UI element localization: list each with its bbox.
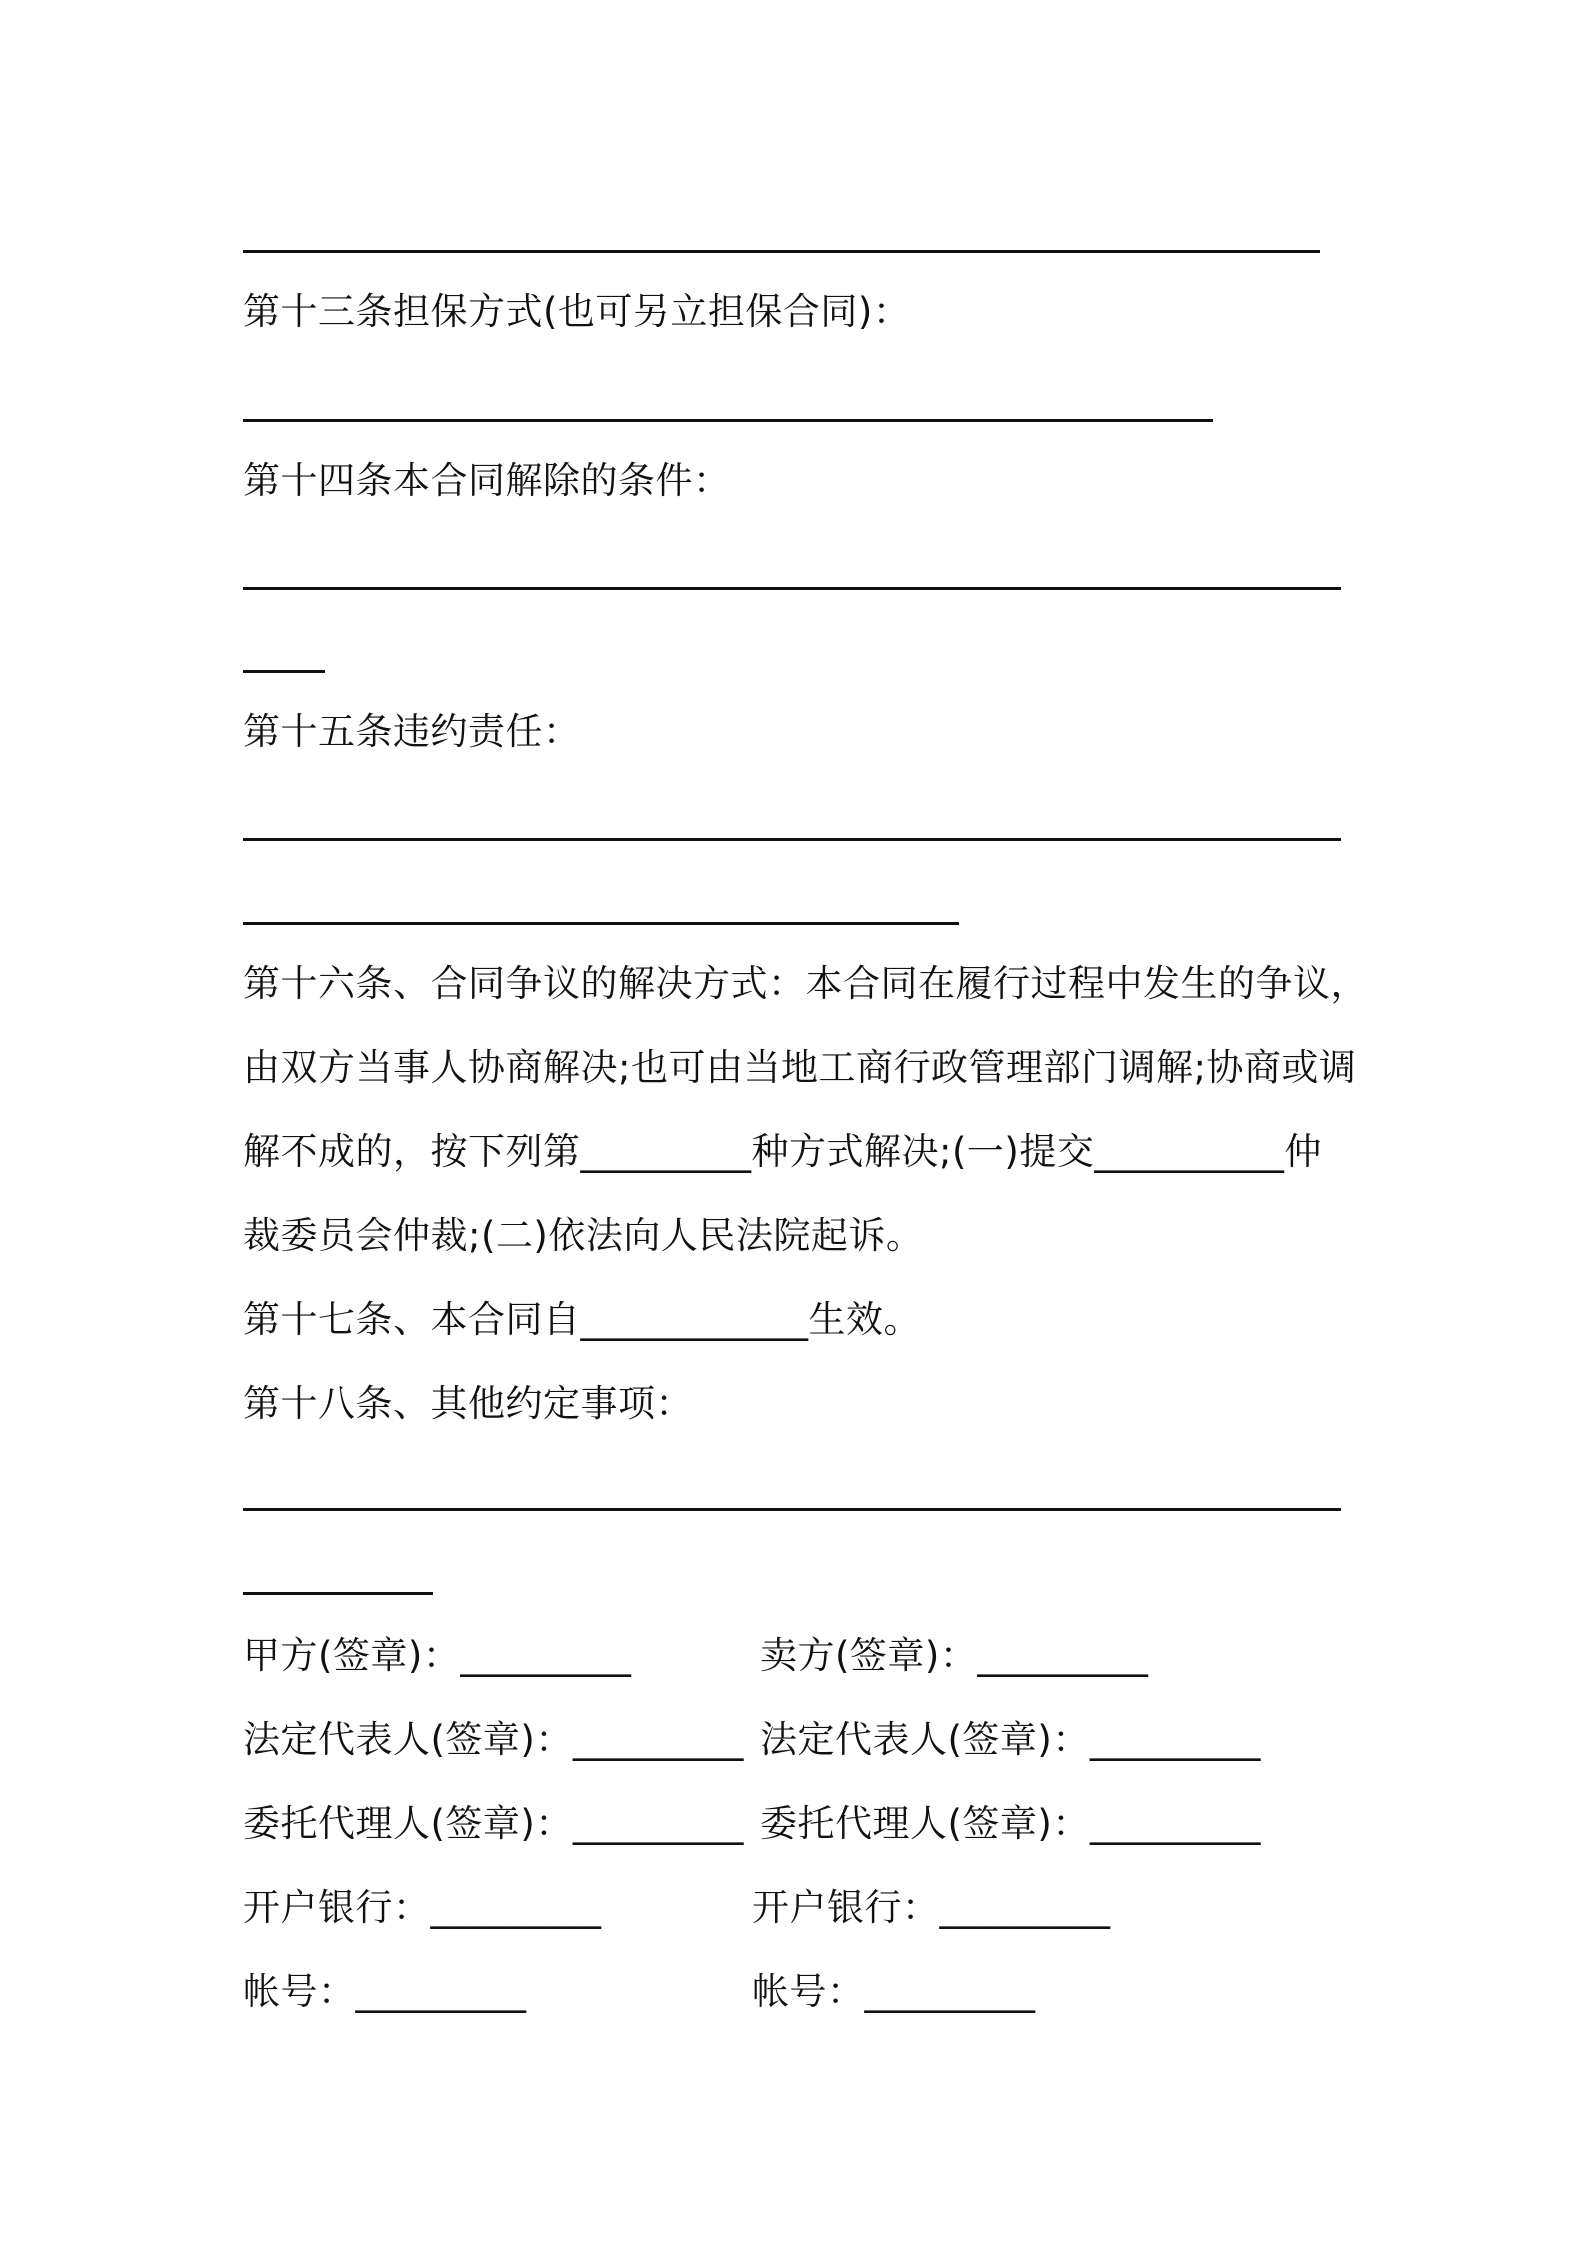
sig-agent-a: 委托代理人(签章)：_________ (243, 1802, 744, 1845)
blank-line-top (243, 250, 1320, 253)
sig-account-b: 帐号：_________ (752, 1970, 1036, 2013)
clause-16-line-4: 裁委员会仲裁;(二)依法向人民法院起诉。 (243, 1214, 924, 1257)
sig-legal-rep-a: 法定代表人(签章)：_________ (243, 1718, 744, 1761)
clause-14: 第十四条本合同解除的条件： (243, 459, 731, 502)
sig-account-a: 帐号：_________ (243, 1970, 527, 2013)
clause-15: 第十五条违约责任： (243, 710, 581, 753)
blank-line-14a (243, 587, 1341, 590)
clause-16-line-1: 第十六条、合同争议的解决方式：本合同在履行过程中发生的争议， (243, 962, 1368, 1005)
blank-line-15b (243, 922, 959, 925)
blank-line-18b (243, 1592, 433, 1595)
clause-13: 第十三条担保方式(也可另立担保合同)： (243, 290, 911, 333)
sig-seller: 卖方(签章)：_________ (760, 1634, 1149, 1677)
clause-16-line-2: 由双方当事人协商解决;也可由当地工商行政管理部门调解;协商或调 (243, 1046, 1357, 1089)
clause-16-line-3: 解不成的，按下列第_________种方式解决;(一)提交__________仲 (243, 1130, 1322, 1173)
sig-bank-a: 开户银行：_________ (243, 1886, 602, 1929)
blank-line-13 (243, 419, 1213, 422)
sig-party-a: 甲方(签章)：_________ (243, 1634, 632, 1677)
blank-line-18a (243, 1508, 1341, 1511)
blank-line-15a (243, 838, 1341, 841)
clause-17: 第十七条、本合同自____________生效。 (243, 1298, 921, 1341)
sig-legal-rep-b: 法定代表人(签章)：_________ (760, 1718, 1261, 1761)
sig-bank-b: 开户银行：_________ (752, 1886, 1111, 1929)
sig-agent-b: 委托代理人(签章)：_________ (760, 1802, 1261, 1845)
clause-18: 第十八条、其他约定事项： (243, 1382, 693, 1425)
blank-line-14b (243, 670, 325, 673)
